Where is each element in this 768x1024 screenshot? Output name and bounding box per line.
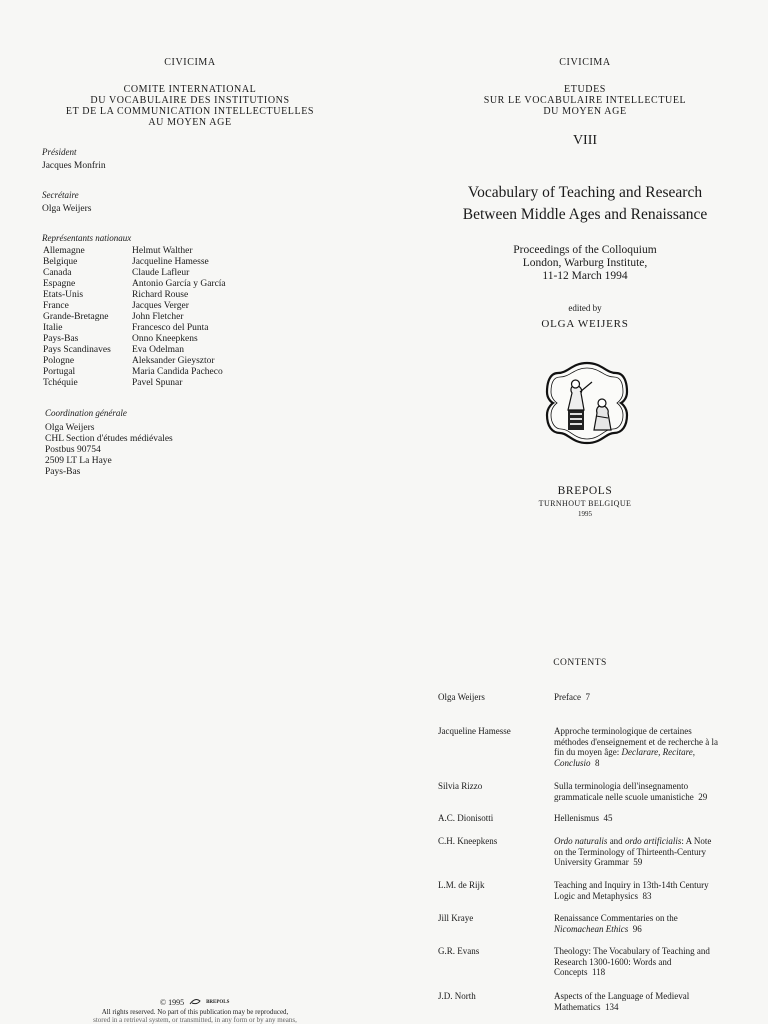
entry-page: 45: [603, 813, 613, 823]
series-subtitle: [450, 84, 720, 117]
rep-row: [43, 356, 226, 367]
entry-title-text: Approche terminologique de certaines méthodes d'enseignement et de recherche à la fin du moyen âge:: [554, 726, 719, 757]
rep-row: [43, 268, 226, 279]
entry-author: Jill Kraye: [438, 913, 474, 923]
rep-row: [43, 290, 226, 301]
entry-title-text: and: [609, 836, 623, 846]
rep-name: Aleksander Gieysztor: [132, 356, 215, 366]
rep-name: Pavel Spunar: [132, 378, 183, 388]
entry-title: [554, 692, 722, 703]
entry-title: [554, 913, 722, 934]
entry-author: Jacqueline Hamesse: [438, 726, 511, 736]
proceedings-line: Proceedings of the Colloquium: [513, 244, 657, 256]
rep-row: [43, 301, 226, 312]
rep-name: Richard Rouse: [132, 290, 189, 300]
rep-country: Grande-Bretagne: [43, 312, 109, 322]
rep-row: [43, 257, 226, 268]
copyright-text: © 1995: [160, 997, 185, 1007]
entry-title-italic: Ordo naturalis: [554, 836, 608, 846]
scholars-emblem-icon: [544, 360, 630, 446]
address-line: Olga Weijers: [45, 423, 95, 433]
entry-title-italic: ordo artificialis: [624, 836, 682, 846]
entry-title: [554, 813, 722, 824]
contents-entry: [438, 946, 738, 978]
entry-title-text: Aspects of the Language of Medieval Mathematics: [554, 991, 690, 1012]
rep-name: Helmut Walther: [132, 246, 193, 256]
entry-page: 29: [698, 791, 708, 802]
rep-name: Onno Kneepkens: [132, 334, 198, 344]
rep-name: Francesco del Punta: [132, 323, 209, 333]
entry-author: G.R. Evans: [438, 946, 480, 956]
entry-title: [554, 836, 722, 868]
copyright-line: [160, 996, 229, 1008]
entry-title: [554, 880, 722, 901]
rep-name: John Fletcher: [132, 312, 184, 322]
entry-page: 118: [592, 967, 606, 977]
contents-entry: [438, 692, 738, 703]
rep-country: Pays Scandinaves: [43, 345, 111, 355]
editor-name: OLGA WEIJERS: [541, 318, 629, 330]
rep-country: Belgique: [43, 257, 78, 267]
secretary-name: Olga Weijers: [42, 204, 92, 214]
entry-title-text: Preface: [554, 692, 581, 702]
rep-country: Espagne: [43, 279, 76, 289]
rep-row: [43, 334, 226, 345]
rep-name: Claude Lafleur: [132, 268, 190, 278]
series-subtitle-line: DU MOYEN AGE: [543, 106, 627, 117]
rep-name: Jacqueline Hamesse: [132, 257, 209, 267]
book-title-line: Vocabulary of Teaching and Research: [467, 184, 703, 201]
publication-year: 1995: [578, 510, 592, 518]
rep-name: Maria Candida Pacheco: [132, 367, 223, 377]
contents-entry: [438, 813, 738, 824]
rights-line: stored in a retrieval system, or transmitted, in any form or by any means,: [93, 1016, 297, 1024]
address-line: CHL Section d'études médiévales: [45, 434, 173, 444]
contents-entry: [438, 991, 738, 1012]
rep-row: [43, 323, 226, 334]
rep-row: [43, 345, 226, 356]
rep-country: Allemagne: [43, 246, 85, 256]
entry-title-text: Renaissance Commentaries on the: [554, 913, 678, 923]
representatives-list: [43, 246, 226, 389]
entry-title-text: Sulla terminologia dell'insegnamento grammaticale nelle scuole umanistiche: [554, 781, 694, 802]
entry-page: 8: [595, 757, 600, 768]
contents-entry: [438, 781, 738, 802]
entry-title: [554, 946, 722, 978]
address-line: 2509 LT La Haye: [45, 456, 112, 466]
rep-country: Portugal: [43, 367, 76, 377]
entry-title: [554, 781, 722, 802]
series-subtitle-line: ETUDES: [564, 84, 606, 95]
book-title-line: Between Middle Ages and Renaissance: [462, 206, 708, 223]
entry-page: 134: [605, 1001, 619, 1012]
entry-page: 7: [585, 692, 590, 702]
entry-author: Olga Weijers: [438, 692, 485, 702]
committee-line: COMITE INTERNATIONAL: [123, 84, 257, 95]
edited-by: edited by: [568, 303, 602, 313]
series-subtitle-line: SUR LE VOCABULAIRE INTELLECTUEL: [483, 95, 687, 106]
publisher-place: TURNHOUT BELGIQUE: [538, 499, 632, 508]
rights-notice: [60, 1008, 330, 1024]
proceedings: [460, 244, 710, 283]
rep-country: Canada: [43, 268, 72, 278]
left-series-title: CIVICIMA: [164, 57, 216, 68]
contents-heading: CONTENTS: [553, 658, 607, 668]
representatives-label: Représentants nationaux: [42, 233, 132, 243]
contents-entry: [438, 726, 738, 768]
rep-country: Etats-Unis: [43, 290, 84, 300]
coordination-label: Coordination générale: [45, 408, 127, 418]
entry-title-text: Theology: The Vocabulary of Teaching and Research 1300-1600: Words and Concepts: [554, 946, 710, 977]
rep-country: Pologne: [43, 356, 75, 366]
entry-title-italic: Declarare, Recitare, Conclusio: [554, 747, 696, 768]
contents-entry: [438, 913, 738, 934]
entry-title: [554, 726, 722, 768]
rep-row: [43, 378, 226, 389]
entry-page: 96: [632, 923, 642, 934]
committee-name: [40, 84, 340, 128]
rep-name: Jacques Verger: [132, 301, 189, 311]
committee-line: ET DE LA COMMUNICATION INTELLECTUELLES: [65, 106, 315, 117]
address-line: Pays-Bas: [45, 467, 81, 477]
entry-author: J.D. North: [438, 991, 476, 1001]
proceedings-line: 11-12 March 1994: [542, 270, 628, 282]
rep-country: France: [43, 301, 69, 311]
rep-row: [43, 246, 226, 257]
contents-entry: [438, 836, 738, 868]
entry-title-text: : A Note on the Terminology of Thirteenth-Century University Grammar: [554, 836, 712, 867]
secretary-label: Secrétaire: [42, 190, 79, 200]
rep-name: Antonio García y García: [132, 279, 226, 289]
rep-country: Pays-Bas: [43, 334, 79, 344]
president-name: Jacques Monfrin: [42, 161, 106, 171]
coordination-address: [45, 423, 173, 478]
entry-title-text: Teaching and Inquiry in 13th-14th Century Logic and Metaphysics: [554, 880, 709, 901]
entry-title-italic: Nicomachean Ethics: [554, 923, 629, 934]
entry-page: 83: [642, 890, 652, 901]
book-title: [420, 182, 750, 226]
rep-name: Eva Odelman: [132, 345, 184, 355]
brepols-mark-icon: [188, 996, 202, 1008]
rep-row: [43, 312, 226, 323]
entry-author: Silvia Rizzo: [438, 781, 483, 791]
entry-title-text: Hellenismus: [554, 813, 599, 823]
volume-number: VIII: [572, 133, 598, 148]
rep-country: Italie: [43, 323, 63, 333]
entry-author: C.H. Kneepkens: [438, 836, 498, 846]
entry-author: L.M. de Rijk: [438, 880, 485, 890]
rep-row: [43, 367, 226, 378]
president-label: Président: [42, 147, 77, 157]
entry-author: A.C. Dionisotti: [438, 813, 494, 823]
rep-country: Tchéquie: [43, 378, 78, 388]
rep-row: [43, 279, 226, 290]
brepols-mark-text: BREPOLS: [206, 999, 230, 1005]
address-line: Postbus 90754: [45, 445, 101, 455]
contents-entry: [438, 880, 738, 901]
committee-line: AU MOYEN AGE: [148, 117, 232, 128]
entry-title: [554, 991, 722, 1012]
proceedings-line: London, Warburg Institute,: [522, 257, 648, 269]
publisher-name: BREPOLS: [557, 485, 613, 497]
right-series-title: CIVICIMA: [559, 57, 611, 68]
committee-line: DU VOCABULAIRE DES INSTITUTIONS: [90, 95, 290, 106]
entry-page: 59: [633, 857, 643, 867]
rights-line: All rights reserved. No part of this publication may be reproduced,: [101, 1008, 289, 1016]
